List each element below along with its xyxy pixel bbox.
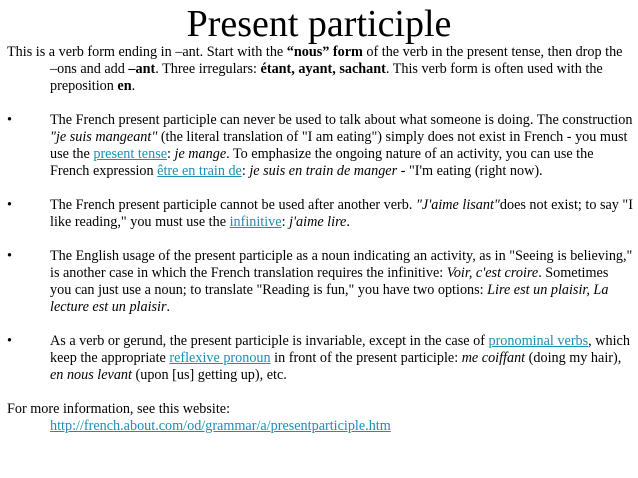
en-text: en [117, 78, 132, 94]
bullet-item-4: • As a verb or gerund, the present participle is invariable, except in the case of pronominal verbs, which keep the appropriate reflexive pronoun in front of the present participle: me coiffant (doing my hair), en nous levant (upon [us] getting up), etc. [7, 333, 630, 383]
slide-title: Present participle [186, 3, 452, 45]
pronominal-verbs-link[interactable]: pronominal verbs [488, 333, 589, 349]
nous-form-text: “nous” form [286, 44, 363, 60]
bullet-item-2: • The French present participle cannot be used after another verb. "J'aime lisant"does not exist; to say "I like reading," you must use the infinitive: j'aime lire. [7, 197, 633, 230]
bullet-marker: • [7, 333, 12, 349]
slide-body [7, 44, 633, 435]
more-info-paragraph [7, 401, 633, 435]
bullet-marker: • [7, 248, 12, 264]
infinitive-link[interactable]: infinitive [229, 214, 282, 230]
more-info-label: For more information, see this website: [7, 401, 231, 417]
etre-en-train-de-link[interactable]: être en train de [157, 163, 242, 179]
bullet-item-3: • The English usage of the present participle as a noun indicating an activity, as in "Seeing is believing," is another case in which the French translation requires the infinitive: Voir, c'est croire. Sometimes you can just use a noun; to translate "Reading is fun," you have two options: Lire est un plaisir, La lecture est un plaisir. [7, 248, 633, 315]
present-tense-link[interactable]: present tense [93, 146, 168, 162]
reflexive-pronoun-link[interactable]: reflexive pronoun [169, 350, 271, 366]
ant-text: –ant [128, 61, 156, 77]
website-link[interactable]: http://french.about.com/od/grammar/a/presentparticiple.htm [50, 418, 391, 434]
bullet-marker: • [7, 112, 12, 128]
bullet-marker: • [7, 197, 12, 213]
bullet-item-1: • The French present participle can never be used to talk about what someone is doing. The construction "je suis mangeant" (the literal translation of "I am eating") simply does not exist in French - you must use the present tense: je mange. To emphasize the ongoing nature of an activity, you can use the French expression être en train de: je suis en train de manger - "I'm eating (right now). [7, 112, 633, 179]
irregulars-text: étant, ayant, sachant [260, 61, 386, 77]
intro-paragraph: This is a verb form ending in –ant. Start with the “nous” form of the verb in the present tense, then drop the –ons and add –ant. Three irregulars: étant, ayant, sachant. This verb form is often used with the preposition en. [7, 44, 623, 94]
